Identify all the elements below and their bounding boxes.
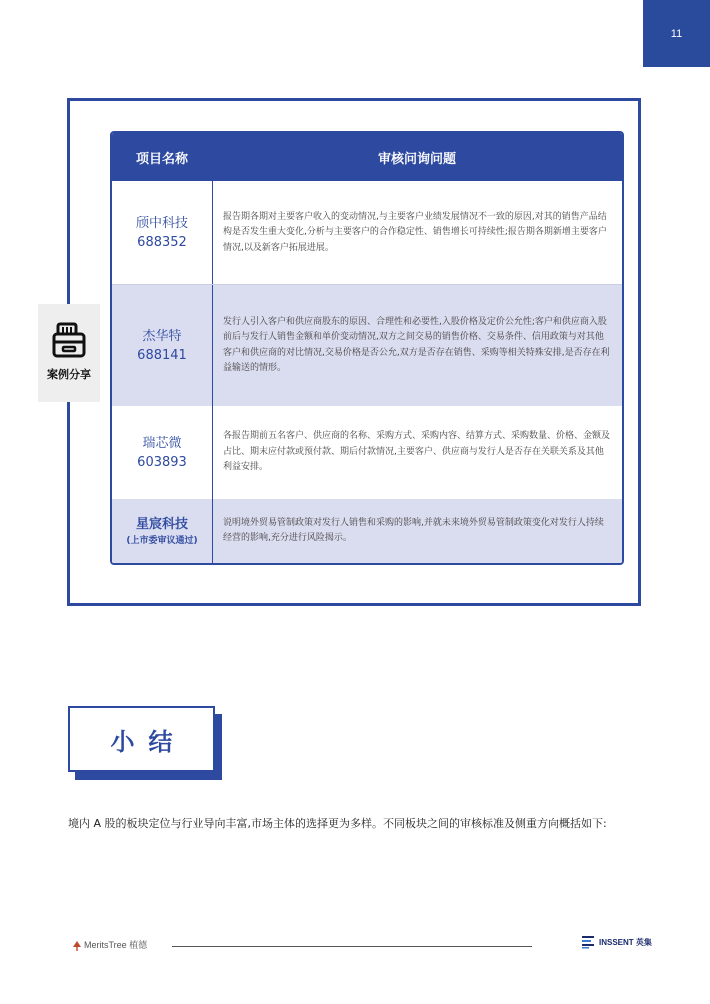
cash-register-icon: [52, 322, 86, 358]
footer-divider: [172, 946, 532, 947]
project-cell: [112, 499, 212, 563]
inssent-logo-text: INSSENT 英集: [599, 937, 652, 947]
tree-icon: [72, 941, 82, 951]
table-row: [112, 285, 622, 406]
project-name: 颀中科技: [135, 216, 188, 231]
inssent-logo: [581, 935, 652, 949]
page-number: 11: [643, 0, 710, 67]
table-row: [112, 181, 622, 285]
summary-title: 小结: [110, 727, 187, 756]
project-cell: [112, 285, 212, 406]
table-row: [112, 406, 622, 499]
meritstree-logo-text: MeritsTree 植德: [84, 940, 148, 950]
header-project-name: 项目名称: [135, 151, 188, 167]
column-divider: [212, 406, 213, 499]
table-header: [112, 133, 622, 181]
header-review-questions: 审核问询问题: [377, 151, 456, 167]
project-code: (上市委审议通过): [126, 535, 198, 546]
project-name: 瑞芯微: [142, 435, 182, 451]
project-cell: [112, 406, 212, 499]
review-question-text: 说明境外贸易管制政策对发行人销售和采购的影响,并就未来境外贸易管制政策变化对发行人持续经营的影响,充分进行风险揭示。: [223, 517, 604, 543]
project-cell: [112, 181, 212, 285]
review-question-text: 各报告期前五名客户、供应商的名称、采购方式、采购内容、结算方式、采购数量、价格、金额及占比、期末应付款或预付款、期后付款情况,主要客户、供应商与发行人是否存在关联关系及其他利益安排。: [223, 431, 611, 473]
review-table: [110, 131, 624, 565]
meritstree-logo: [72, 938, 147, 951]
project-code: 688141: [137, 347, 187, 363]
project-code: 603893: [137, 454, 187, 470]
column-divider: [212, 181, 213, 285]
review-question-text: 报告期各期对主要客户收入的变动情况,与主要客户业绩发展情况不一致的原因,对其的销售产品结构是否发生重大变化,分析与主要客户的合作稳定性、销售增长可持续性;报告期各期新增主要客户情况,以及新客户拓展进展。: [223, 211, 607, 253]
summary-paragraph: 境内 A 股的板块定位与行业导向丰富,市场主体的选择更为多样。不同板块之间的审核标准及侧重方向概括如下:: [68, 817, 607, 830]
case-share-label: 案例分享: [47, 368, 91, 381]
inssent-mark-icon: [581, 935, 595, 949]
review-question-text: 发行人引入客户和供应商股东的原因、合理性和必要性,入股价格及定价公允性;客户和供应商入股前后与发行人销售金额和单价变动情况,双方之间交易的销售价格、交易条件、信用政策与对其他客户和供应商的对比情况,交易价格是否公允,双方是否存在销售、采购等相关特殊安排,是否存在利益输送的情形。: [223, 316, 610, 373]
project-name: 杰华特: [142, 328, 182, 344]
column-divider: [212, 285, 213, 406]
column-divider: [212, 499, 213, 563]
project-name: 星宸科技: [135, 516, 188, 532]
summary-heading: [68, 706, 215, 772]
table-row: [112, 499, 622, 563]
case-share-tab: [38, 304, 100, 402]
project-code: 688352: [137, 235, 187, 250]
